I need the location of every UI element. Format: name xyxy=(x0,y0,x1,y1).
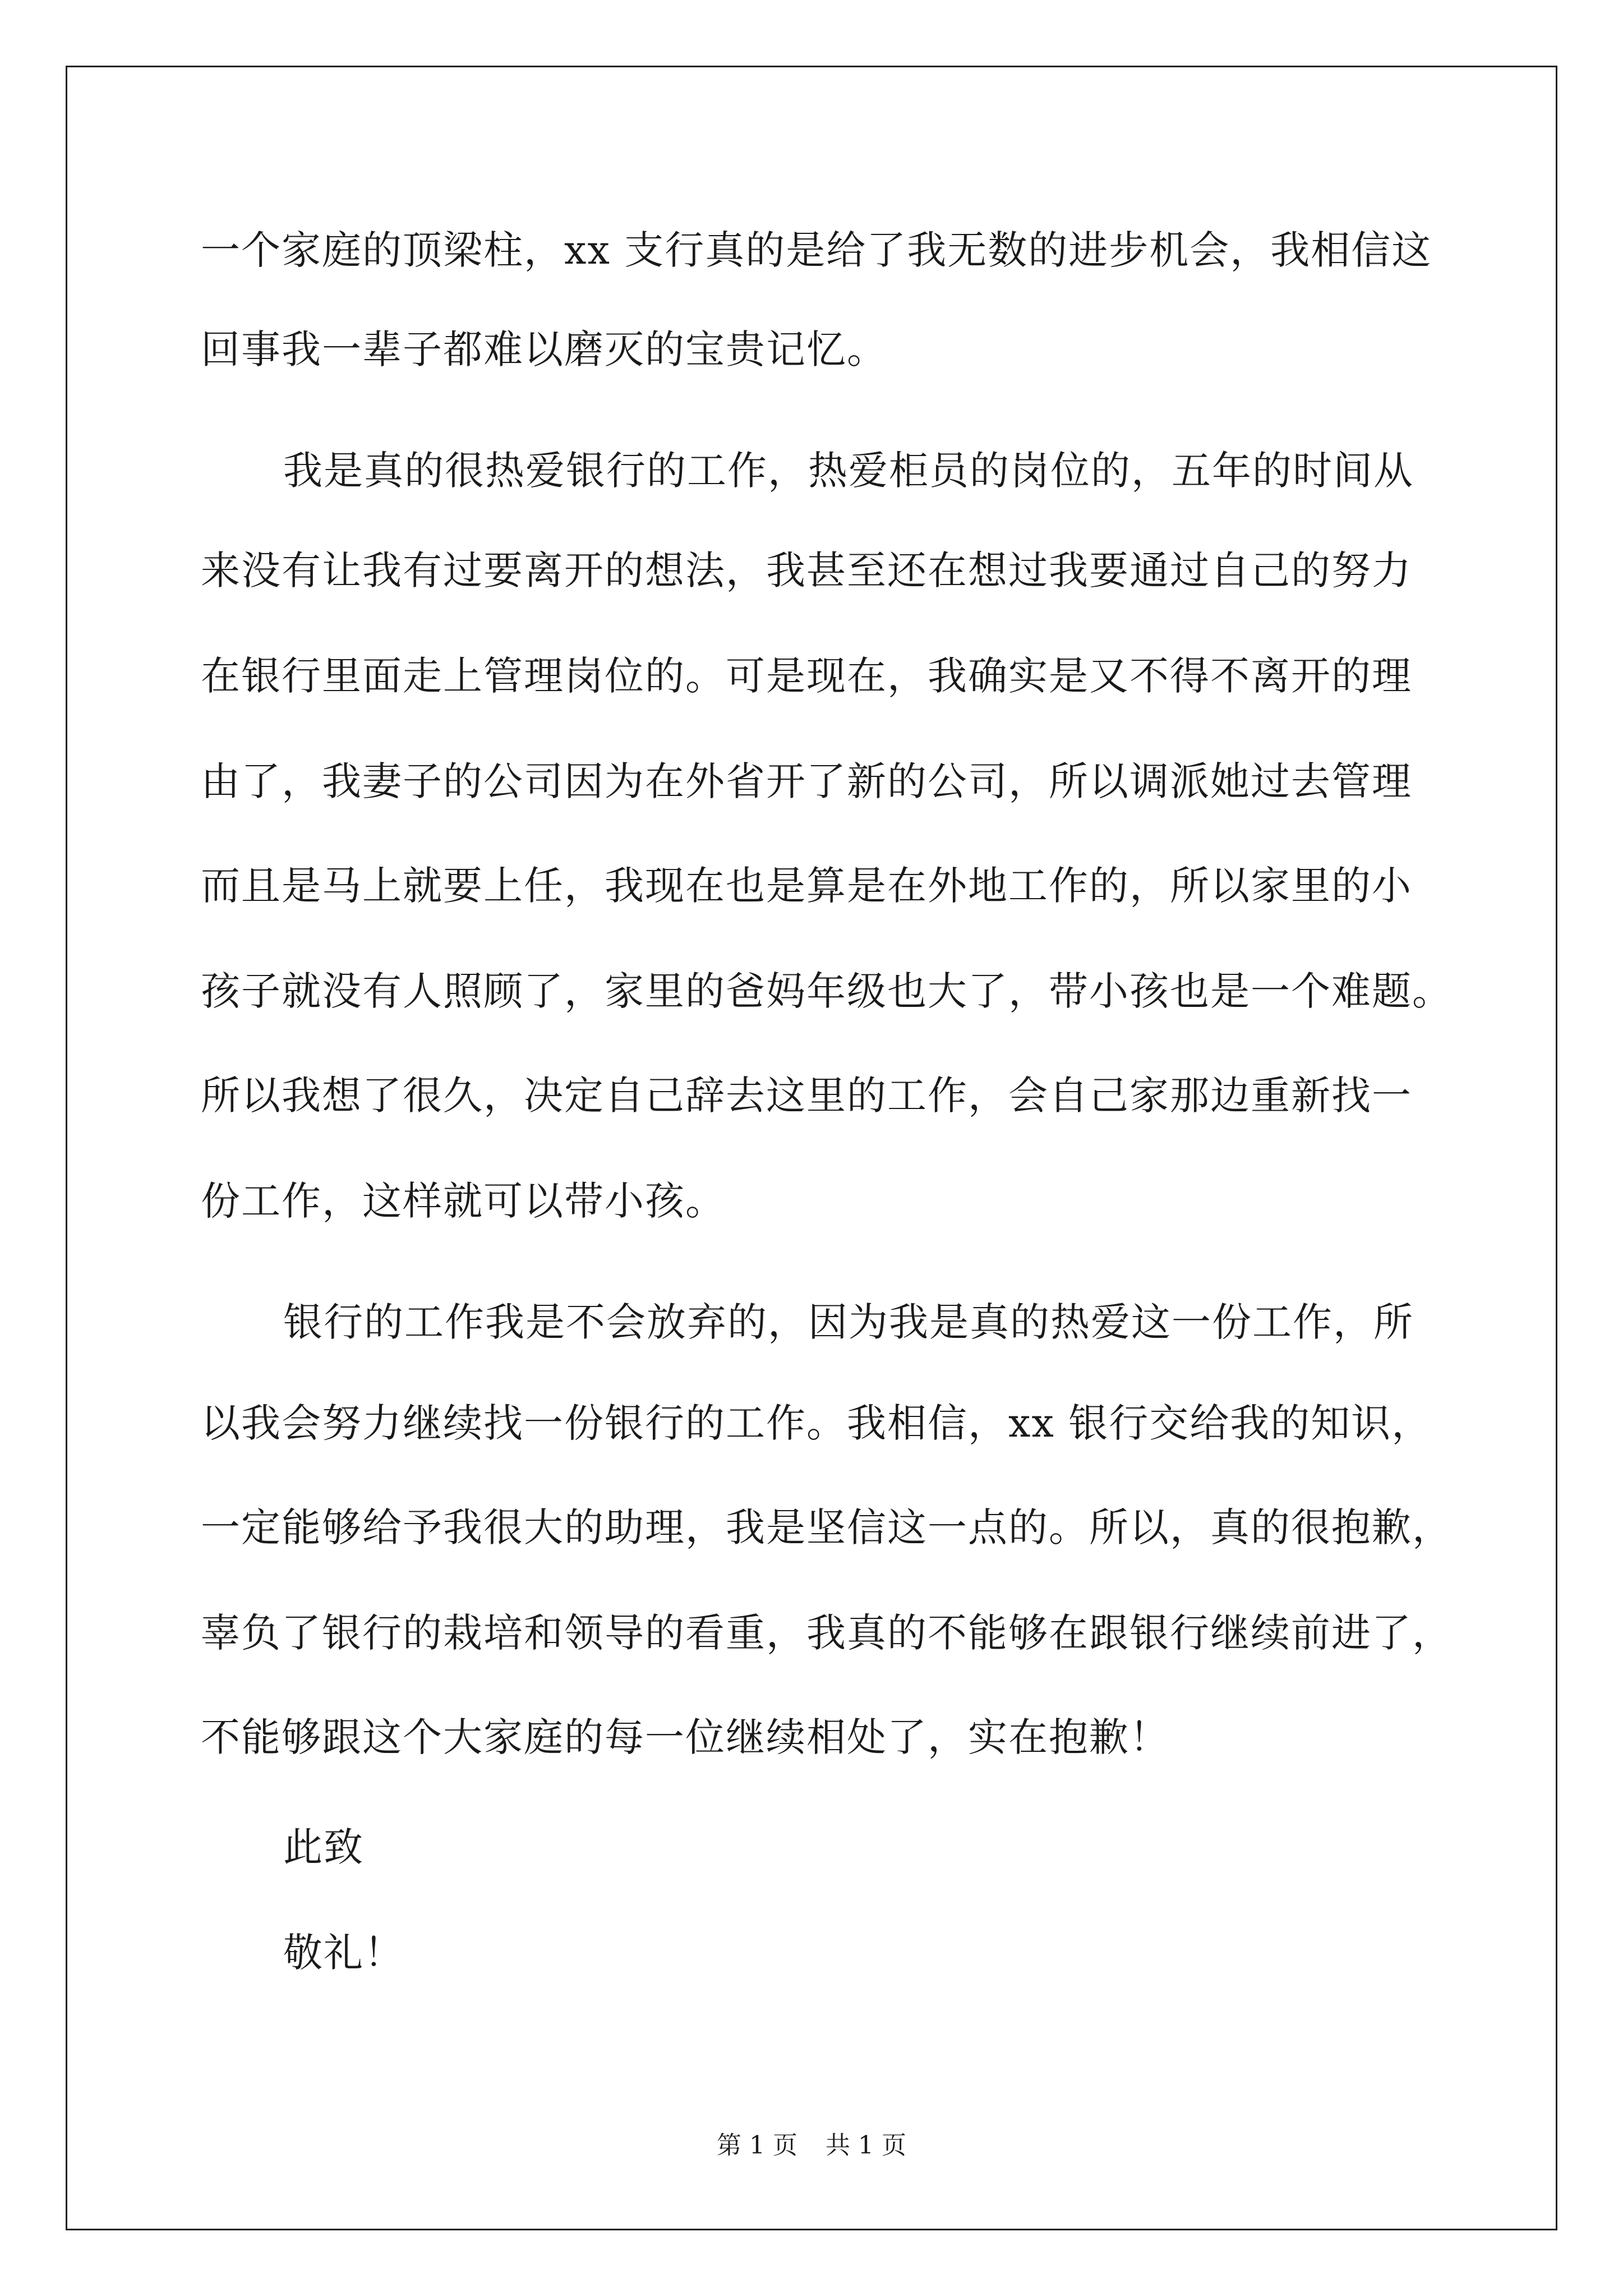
page-footer xyxy=(0,2129,1623,2162)
text-line: 由了，我妻子的公司因为在外省开了新的公司，所以调派她过去管理 xyxy=(201,758,1412,804)
text-line: 所以我想了很久，决定自己辞去这里的工作，会自己家那边重新找一 xyxy=(201,1073,1412,1119)
text-line: 不能够跟这个大家庭的每一位继续相处了，实在抱歉！ xyxy=(201,1714,1170,1760)
page-number: 第 1 页 xyxy=(717,2131,797,2160)
closing-salutation: 此致 xyxy=(283,1824,364,1870)
page-total: 共 1 页 xyxy=(826,2131,906,2160)
text-line: 在银行里面走上管理岗位的。可是现在，我确实是又不得不离开的理 xyxy=(201,653,1412,699)
text-line: 份工作，这样就可以带小孩。 xyxy=(201,1178,726,1224)
text-line: 一个家庭的顶梁柱，xx 支行真的是给了我无数的进步机会，我相信这 xyxy=(201,227,1432,273)
text-line: 以我会努力继续找一份银行的工作。我相信，xx 银行交给我的知识， xyxy=(201,1400,1432,1446)
page-frame xyxy=(66,66,1557,2230)
text-line: 辜负了银行的栽培和领导的看重，我真的不能够在跟银行继续前进了， xyxy=(201,1610,1453,1656)
paragraph-start-line: 银行的工作我是不会放弃的，因为我是真的热爱这一份工作，所 xyxy=(283,1299,1414,1345)
text-line: 回事我一辈子都难以磨灭的宝贵记忆。 xyxy=(201,326,887,372)
text-line: 孩子就没有人照顾了，家里的爸妈年级也大了，带小孩也是一个难题。 xyxy=(201,968,1453,1014)
text-line: 一定能够给予我很大的助理，我是坚信这一点的。所以，真的很抱歉， xyxy=(201,1504,1453,1550)
closing-regards: 敬礼！ xyxy=(283,1930,404,1976)
paragraph-start-line: 我是真的很热爱银行的工作，热爱柜员的岗位的，五年的时间从 xyxy=(283,448,1414,494)
text-line: 来没有让我有过要离开的想法，我甚至还在想过我要通过自己的努力 xyxy=(201,547,1412,593)
text-line: 而且是马上就要上任，我现在也是算是在外地工作的，所以家里的小 xyxy=(201,863,1412,909)
